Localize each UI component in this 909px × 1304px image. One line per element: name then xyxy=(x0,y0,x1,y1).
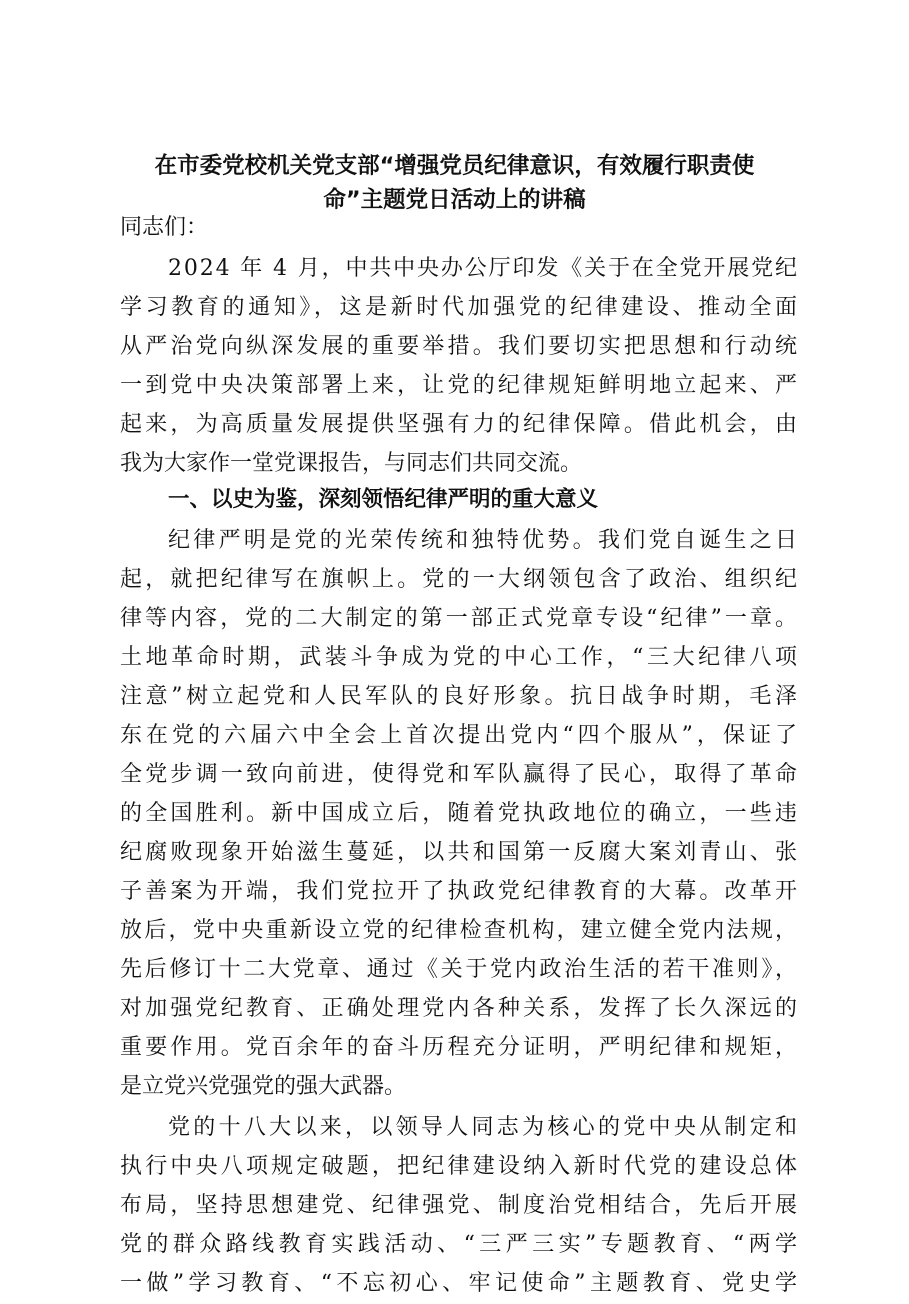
paragraph-line-text: 一做”学习教育、“不忘初心、牢记使命”主题教育、党史学 xyxy=(120,1271,802,1296)
paragraph-line xyxy=(0,405,909,445)
paragraph-line-text: 纪腐败现象开始滋生蔓延，以共和国第一反腐大案刘青山、张 xyxy=(120,840,801,865)
paragraph-line xyxy=(0,1186,909,1226)
paragraph-line-text: 起，就把纪律写在旗帜上。党的一大纲领包含了政治、组织纪 xyxy=(120,567,801,592)
paragraph-line-text: 执行中央八项规定破题，把纪律建设纳入新时代党的建设总体 xyxy=(120,1154,801,1179)
paragraph-line xyxy=(0,950,909,990)
paragraph-line-text: 子善案为开端，我们党拉开了执政党纪律教育的大幕。改革开 xyxy=(120,879,801,904)
paragraph-line-text: 一到党中央决策部署上来，让党的纪律规矩鲜明地立起来、严 xyxy=(120,373,801,398)
paragraph-line xyxy=(0,677,909,717)
section-heading-1 xyxy=(0,480,909,520)
paragraph-line xyxy=(0,872,909,912)
paragraph-line xyxy=(0,833,909,873)
paragraph-line-text: 党的群众路线教育实践活动、“三严三实”专题教育、“两学 xyxy=(120,1232,802,1257)
paragraph-line xyxy=(0,444,909,484)
paragraph-line-text: 先后修订十二大党章、通过《关于党内政治生活的若干准则》， xyxy=(120,957,800,982)
paragraph-line xyxy=(0,288,909,328)
paragraph-line-text: 是立党兴党强党的强大武器。 xyxy=(120,1074,407,1099)
paragraph-line xyxy=(0,638,909,678)
paragraph-line xyxy=(0,521,909,561)
paragraph-line xyxy=(0,1147,909,1187)
paragraph-line xyxy=(0,911,909,951)
paragraph-line-text: 东在党的六届六中全会上首次提出党内“四个服从”，保证了 xyxy=(120,723,802,748)
paragraph-line-text: 起来，为高质量发展提供坚强有力的纪律保障。借此机会，由 xyxy=(120,412,801,437)
paragraph-line xyxy=(0,794,909,834)
paragraph-line-text: 放后，党中央重新设立党的纪律检查机构，建立健全党内法规， xyxy=(120,918,800,943)
paragraph-line xyxy=(0,560,909,600)
paragraph-line-text: 布局，坚持思想建党、纪律强党、制度治党相结合，先后开展 xyxy=(120,1193,801,1218)
paragraph-line-text: 对加强党纪教育、正确处理党内各种关系，发挥了长久深远的 xyxy=(120,996,801,1021)
paragraph-line-text: 纪律严明是党的光荣传统和独特优势。我们党自诞生之日 xyxy=(168,528,801,553)
paragraph-line xyxy=(0,249,909,289)
paragraph-line-text: 重要作用。党百余年的奋斗历程充分证明，严明纪律和规矩， xyxy=(120,1035,801,1060)
paragraph-line xyxy=(0,1246,909,1296)
paragraph-line-text: 律等内容，党的二大制定的第一部正式党章专设“纪律”一章。 xyxy=(120,606,801,631)
paragraph-line-text: 注意”树立起党和人民军队的良好形象。抗日战争时期，毛泽 xyxy=(120,684,801,709)
paragraph-line xyxy=(0,1067,909,1107)
paragraph-line xyxy=(0,755,909,795)
paragraph-line xyxy=(0,327,909,367)
paragraph-line-text: 的全国胜利。新中国成立后，随着党执政地位的确立，一些违 xyxy=(120,801,801,826)
paragraph-line-text: 从严治党向纵深发展的重要举措。我们要切实把思想和行动统 xyxy=(120,334,801,359)
paragraph-line-text: 土地革命时期，武装斗争成为党的中心工作，“三大纪律八项 xyxy=(120,645,801,670)
document-title-line-2: 命”主题党日活动上的讲稿 xyxy=(323,187,586,213)
section-heading-text: 一、以史为鉴，深刻领悟纪律严明的重大意义 xyxy=(168,487,599,512)
paragraph-line xyxy=(0,599,909,639)
salutation-text: 同志们： xyxy=(120,215,209,240)
paragraph-line xyxy=(0,366,909,406)
paragraph-line-text: 党的十八大以来，以领导人同志为核心的党中央从制定和 xyxy=(168,1115,801,1140)
paragraph-line xyxy=(0,716,909,756)
paragraph-line-text: 全党步调一致向前进，使得党和军队赢得了民心，取得了革命 xyxy=(120,762,801,787)
document-title-line-1: 在市委党校机关党支部“增强党员纪律意识，有效履行职责使 xyxy=(154,153,755,179)
paragraph-line-text: 我为大家作一堂党课报告，与同志们共同交流。 xyxy=(120,451,583,476)
paragraph-line-text: 2024 年 4 月，中共中央办公厅印发《关于在全党开展党纪 xyxy=(168,256,799,281)
paragraph-line xyxy=(0,1108,909,1148)
paragraph-line xyxy=(0,989,909,1029)
paragraph-line xyxy=(0,1028,909,1068)
salutation xyxy=(0,208,909,248)
paragraph-line-text: 学习教育的通知》，这是新时代加强党的纪律建设、推动全面 xyxy=(120,295,801,320)
